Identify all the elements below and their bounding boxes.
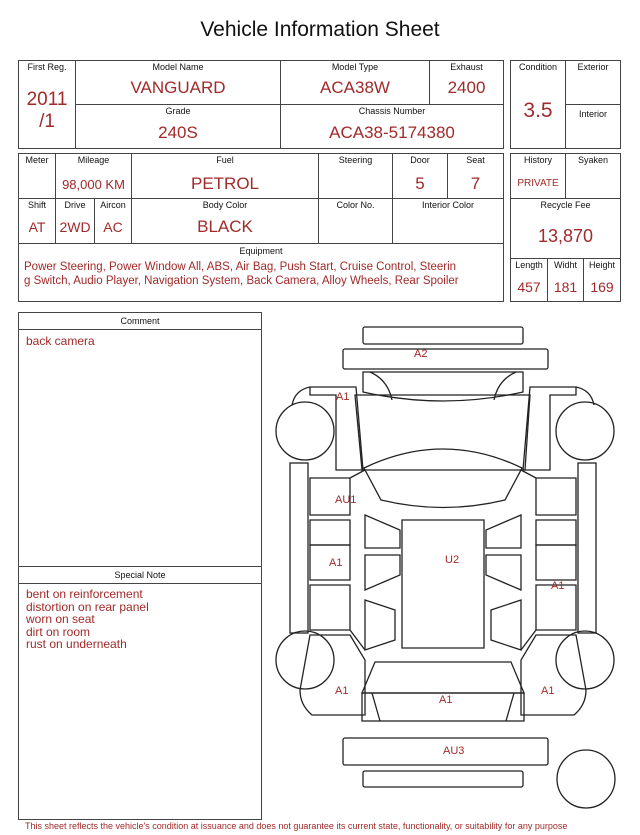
width-cell	[547, 258, 584, 302]
fuel-label: Fuel	[216, 155, 234, 165]
height-cell	[583, 258, 621, 302]
syaken-cell	[565, 153, 621, 199]
windshield-area-outline	[355, 395, 530, 470]
history-label: History	[523, 155, 552, 165]
length-label: Length	[515, 260, 543, 270]
equipment-line-2: g Switch, Audio Player, Navigation System, Back Camera, Alloy Wheels, Rear Spoiler	[24, 275, 459, 287]
mark-front-left-fender: A1	[336, 391, 350, 403]
aircon-value: AC	[103, 219, 123, 235]
special-note-list	[26, 588, 149, 651]
height-label: Height	[588, 260, 615, 270]
exterior-label: Exterior	[577, 62, 609, 72]
condition-cell	[510, 60, 566, 149]
meter-label: Meter	[25, 155, 49, 165]
special-note-label: Special Note	[114, 570, 166, 580]
mark-windshield: AU1	[335, 494, 357, 506]
recycle-fee-label: Recycle Fee	[540, 200, 591, 210]
wheel-front-left	[276, 402, 334, 460]
special-note-item: bent on reinforcement	[26, 587, 143, 601]
comment-text: back camera	[26, 334, 95, 348]
model-name-label: Model Name	[152, 62, 204, 72]
mark-front-bumper: A2	[414, 348, 428, 360]
comment-label: Comment	[120, 316, 160, 326]
wheel-rear-right	[556, 631, 614, 689]
chassis-number-value: ACA38-5174380	[329, 123, 455, 142]
fuel-value: PETROL	[190, 174, 260, 193]
rear-step-outline	[363, 771, 523, 787]
hood-outline	[363, 372, 523, 401]
interior-cell	[565, 104, 621, 149]
exhaust-value: 2400	[447, 78, 486, 97]
aircon-label: Aircon	[100, 200, 126, 210]
length-value: 457	[517, 279, 541, 295]
grade-label: Grade	[165, 106, 191, 116]
color-no-cell	[318, 198, 393, 244]
equipment-label: Equipment	[239, 246, 283, 256]
interior-color-cell	[392, 198, 504, 244]
exhaust-label: Exhaust	[450, 62, 483, 72]
aircon-cell	[94, 198, 132, 244]
front-bumper-outline	[343, 349, 548, 369]
mark-left-front-door: A1	[329, 557, 343, 569]
chassis-number-cell	[280, 104, 504, 149]
first-reg-cell	[18, 60, 76, 149]
body-color-value: BLACK	[197, 217, 253, 236]
mark-roof: U2	[445, 554, 460, 566]
mark-tailgate: A1	[439, 694, 453, 706]
mark-right-rear-door: A1	[551, 580, 565, 592]
mark-rear-bumper: AU3	[443, 745, 465, 757]
exhaust-cell	[429, 60, 504, 105]
right-side-sill	[578, 463, 596, 633]
mileage-cell	[55, 153, 132, 199]
shift-label: Shift	[27, 200, 46, 210]
special-note-item: distortion on rear panel	[26, 599, 149, 614]
model-type-cell	[280, 60, 430, 105]
color-no-label: Color No.	[336, 200, 375, 210]
footer-disclaimer: This sheet reflects the vehicle's condition at issuance and does not guarantee its current state, functionality, or suitability for any purpose	[25, 821, 568, 831]
history-cell	[510, 153, 566, 199]
wheel-front-right	[556, 402, 614, 460]
height-value: 169	[590, 279, 614, 295]
recycle-fee-cell	[510, 198, 621, 259]
steering-label: Steering	[338, 155, 373, 165]
history-value: PRIVATE	[517, 178, 559, 189]
drive-label: Drive	[64, 200, 86, 210]
body-color-cell	[131, 198, 319, 244]
shift-value: AT	[28, 219, 46, 235]
special-note-panel	[18, 566, 262, 820]
width-label: Widht	[553, 260, 577, 270]
interior-label: Interior	[578, 109, 607, 119]
model-type-value: ACA38W	[320, 78, 390, 97]
spare-wheel	[557, 750, 615, 808]
door-value: 5	[415, 174, 425, 193]
rear-bumper-outline	[343, 738, 548, 765]
special-note-item: dirt on room	[26, 624, 91, 639]
chassis-number-label: Chassis Number	[358, 106, 426, 116]
right-rear-quarter-outline	[521, 635, 586, 715]
comment-panel	[18, 312, 262, 567]
equipment-line-1: Power Steering, Power Window All, ABS, Air Bag, Push Start, Cruise Control, Steerin	[24, 261, 457, 273]
mileage-label: Mileage	[77, 155, 110, 165]
mileage-value: 98,000 KM	[62, 177, 125, 192]
drive-value: 2WD	[59, 219, 91, 235]
width-value: 181	[553, 279, 578, 295]
roof-outline	[402, 520, 484, 648]
interior-color-label: Interior Color	[421, 200, 475, 210]
body-color-label: Body Color	[202, 200, 248, 210]
tailgate-outline	[362, 693, 524, 721]
syaken-label: Syaken	[577, 155, 609, 165]
wheel-rear-left	[276, 631, 334, 689]
model-name-cell	[75, 60, 281, 105]
grade-cell	[75, 104, 281, 149]
left-side-sill	[290, 463, 308, 633]
first-reg-month: /1	[39, 111, 55, 132]
left-rear-quarter-outline	[300, 635, 365, 715]
exterior-cell	[565, 60, 621, 105]
mark-right-rear-quarter: A1	[541, 685, 555, 697]
special-note-item: rust on underneath	[26, 637, 127, 651]
grade-value: 240S	[158, 123, 198, 142]
drive-cell	[55, 198, 95, 244]
first-reg-label: First Reg.	[27, 62, 67, 72]
door-cell	[392, 153, 448, 199]
recycle-fee-value: 13,870	[537, 226, 594, 246]
model-name-value: VANGUARD	[130, 78, 226, 97]
length-cell	[510, 258, 548, 302]
rear-window-outline	[362, 662, 524, 693]
first-reg-year: 2011	[26, 89, 68, 110]
equipment-cell	[18, 243, 504, 302]
model-type-label: Model Type	[331, 62, 379, 72]
seat-label: Seat	[466, 155, 485, 165]
page-title: Vehicle Information Sheet	[200, 18, 440, 41]
steering-cell	[318, 153, 393, 199]
seat-cell	[447, 153, 504, 199]
meter-cell	[18, 153, 56, 199]
front-grille-outline	[363, 327, 523, 344]
seat-value: 7	[470, 174, 481, 193]
left-front-fender-outline	[310, 387, 363, 470]
fuel-cell	[131, 153, 319, 199]
mark-left-rear-quarter: A1	[335, 685, 349, 697]
windshield-outline	[364, 449, 522, 508]
right-front-fender-outline	[523, 387, 576, 470]
condition-value: 3.5	[523, 99, 553, 122]
door-label: Door	[410, 155, 430, 165]
shift-cell	[18, 198, 56, 244]
special-note-item: worn on seat	[26, 612, 95, 626]
condition-label: Condition	[518, 62, 558, 72]
